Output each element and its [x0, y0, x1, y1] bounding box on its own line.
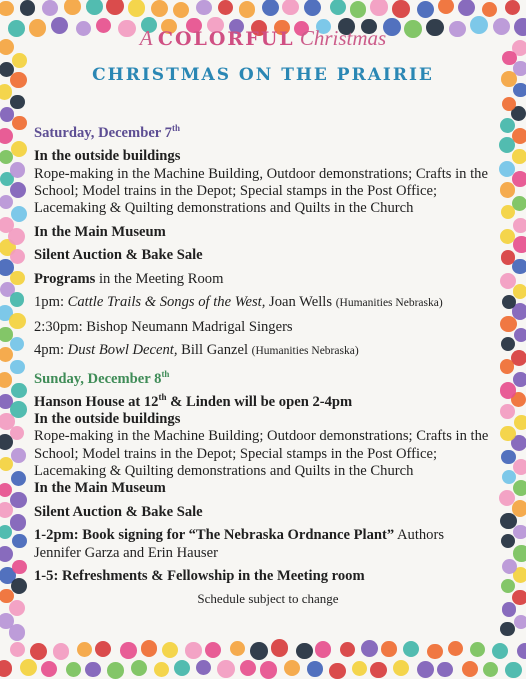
border-dot	[11, 578, 27, 594]
border-dot	[10, 514, 26, 530]
border-dot	[483, 662, 498, 677]
sun-hanson-house	[34, 389, 494, 411]
border-dot	[307, 661, 323, 677]
border-dot	[514, 415, 526, 430]
border-dot	[502, 51, 516, 65]
border-dot	[11, 448, 26, 463]
border-dot	[513, 83, 526, 98]
border-dot	[0, 660, 12, 676]
border-dot	[271, 639, 289, 657]
border-dot	[205, 642, 221, 658]
border-dot	[505, 662, 522, 679]
border-dot	[330, 0, 346, 15]
sat-main-museum: In the Main Museum	[34, 223, 166, 240]
border-dot	[315, 641, 332, 658]
sun-refreshments: 1-5: Refreshments & Fellowship in the Meeting room	[34, 568, 365, 585]
border-dot	[0, 195, 13, 209]
border-dot	[151, 0, 168, 17]
border-dot	[514, 328, 526, 342]
border-dot	[501, 450, 515, 464]
border-dot	[128, 0, 146, 17]
saturday-date-suffix: th	[171, 123, 180, 133]
border-dot	[500, 316, 517, 333]
border-dot	[10, 642, 25, 657]
border-dot	[11, 383, 26, 398]
sat-program-1-title: Cattle Trails & Songs of the West,	[67, 294, 266, 311]
sat-bake-sale: & Bake Sale	[121, 247, 203, 264]
border-dot	[350, 1, 366, 17]
sat-program-3-sponsor: (Humanities Nebraska)	[251, 344, 359, 357]
sun-hanson-pre: Hanson House at 12	[34, 393, 159, 410]
sun-outside-heading: In the outside buildings	[34, 410, 181, 427]
border-dot	[501, 579, 516, 594]
border-dot	[512, 590, 526, 605]
border-dot	[505, 0, 520, 15]
border-dot	[240, 660, 256, 676]
sat-auction-line	[34, 247, 494, 264]
border-dot	[230, 641, 245, 656]
border-dot	[284, 660, 300, 676]
border-dot	[514, 615, 526, 629]
sat-program-1-sponsor: (Humanities Nebraska)	[335, 297, 443, 310]
border-dot	[10, 360, 24, 374]
border-dot	[296, 643, 313, 660]
border-dot	[12, 116, 27, 131]
border-dot	[42, 0, 58, 16]
border-dot	[340, 642, 356, 658]
border-dot	[174, 660, 190, 676]
border-dot	[462, 661, 478, 677]
page-subtitle: CHRISTMAS ON THE PRAIRIE	[92, 65, 434, 85]
sunday-date: Sunday, December 8	[34, 371, 162, 388]
border-dot	[162, 642, 179, 659]
border-dot	[10, 95, 25, 110]
border-dot	[10, 292, 25, 307]
title-a: A	[139, 26, 153, 50]
border-dot	[11, 471, 26, 486]
border-dot	[417, 1, 434, 18]
border-dot	[403, 641, 419, 657]
border-dot	[502, 559, 517, 574]
sat-program-3-time: 4pm:	[34, 341, 68, 358]
border-dot	[196, 0, 211, 15]
border-dot	[10, 182, 26, 198]
sun-book-rest: Authors Jennifer Garza and Erin Hauser	[34, 527, 445, 561]
border-dot	[53, 643, 69, 659]
saturday-heading	[34, 120, 494, 142]
border-dot	[107, 662, 124, 679]
border-dot	[370, 0, 387, 16]
border-dot	[500, 359, 515, 374]
border-dot	[361, 640, 378, 657]
border-dot	[196, 660, 211, 675]
border-dot	[9, 313, 25, 329]
border-dot	[500, 426, 516, 442]
border-dot	[393, 660, 409, 676]
schedule-content	[34, 120, 494, 607]
border-dot	[517, 643, 526, 659]
border-dot	[185, 642, 201, 658]
border-dot	[513, 545, 526, 561]
border-dot	[12, 53, 27, 68]
sat-outside-text: Rope-making in the Machine Building, Outdoor demonstrations; Crafts in the School; Model trains in the Depot; Special stamps in the Post Office; Lacemaking & Quilting demonstrations and Quilts in the Church	[34, 165, 488, 217]
border-dot	[512, 149, 526, 163]
title-colorful: COLORFUL	[157, 28, 295, 50]
sat-program-2: 2:30pm: Bishop Neumann Madrigal Singers	[34, 318, 293, 335]
border-dot	[492, 643, 508, 659]
sun-outside-text: Rope-making in the Machine Building; Outdoor demonstrations; Crafts in the School; Model trains in the Depot; Special stamps in the Post Office; Lacemaking & Quilting demonstrations and Quilts in the Church	[34, 428, 489, 480]
border-dot	[502, 602, 516, 616]
schedule-note: Schedule subject to change	[197, 590, 339, 606]
border-dot	[513, 480, 526, 496]
sat-programs-rest: in the Meeting Room	[95, 270, 224, 287]
border-dot	[10, 271, 25, 286]
sat-program-1	[34, 294, 494, 312]
border-dot	[20, 0, 35, 15]
border-dot	[0, 372, 12, 388]
border-dot	[106, 0, 124, 15]
border-dot	[0, 1, 14, 16]
border-dot	[352, 661, 367, 676]
saturday-date: Saturday, December 7	[34, 124, 172, 141]
sun-main-museum: In the Main Museum	[34, 480, 166, 497]
border-dot	[262, 0, 279, 16]
border-dot	[260, 661, 278, 679]
sat-program-1-presenter: Joan Wells	[265, 294, 336, 311]
border-dot	[502, 295, 516, 309]
border-dot	[131, 660, 147, 676]
sun-silent-auction: Silent Auction & Bake Sale	[34, 503, 203, 520]
border-dot	[120, 642, 137, 659]
border-dot	[304, 0, 321, 16]
border-dot	[329, 663, 345, 679]
border-dot	[10, 401, 27, 418]
border-dot	[499, 490, 515, 506]
border-dot	[427, 644, 442, 659]
border-dot	[10, 249, 25, 264]
sat-outside-heading: In the outside buildings	[34, 148, 181, 165]
border-dot	[282, 0, 298, 15]
sunday-heading	[34, 366, 494, 388]
border-dot	[10, 162, 26, 178]
border-dot	[10, 426, 24, 440]
border-dot	[500, 182, 515, 197]
border-dot	[458, 0, 475, 16]
sat-program-1-time: 1pm:	[34, 294, 68, 311]
border-dot	[482, 2, 497, 17]
border-dot	[470, 642, 485, 657]
border-dot	[30, 643, 47, 660]
border-dot	[10, 337, 24, 351]
page-title	[0, 28, 526, 49]
border-dot	[173, 2, 189, 18]
sat-programs-heading	[34, 271, 494, 288]
title-christmas: Christmas	[299, 26, 387, 50]
border-dot	[85, 662, 101, 678]
border-dot	[66, 662, 81, 677]
border-dot	[11, 141, 27, 157]
border-dot	[513, 525, 526, 539]
border-dot	[437, 662, 452, 677]
border-dot	[95, 641, 111, 657]
border-dot	[20, 659, 37, 676]
border-dot	[41, 661, 57, 677]
border-dot	[417, 661, 434, 678]
border-dot	[12, 560, 27, 575]
border-dot	[500, 404, 515, 419]
sun-book-signing	[34, 527, 494, 562]
border-dot	[86, 0, 103, 15]
sunday-date-suffix: th	[161, 369, 170, 380]
sat-programs-bold: Programs	[34, 270, 96, 287]
border-dot	[501, 205, 515, 219]
border-dot	[250, 642, 268, 660]
border-dot	[501, 534, 515, 548]
border-dot	[10, 492, 27, 509]
border-dot	[381, 641, 396, 656]
sat-silent-auction: Silent Auction	[34, 247, 122, 264]
border-dot	[217, 660, 235, 678]
border-dot	[11, 206, 27, 222]
sun-book-bold: 1-2pm: Book signing for “The Nebraska Ordnance Plant”	[34, 527, 395, 544]
border-dot	[512, 171, 526, 187]
border-dot	[513, 236, 526, 252]
border-dot	[64, 0, 80, 15]
border-dot	[500, 622, 515, 637]
border-dot	[370, 662, 387, 679]
border-dot	[141, 640, 157, 656]
border-dot	[501, 337, 515, 351]
border-dot	[9, 624, 25, 640]
border-dot	[218, 0, 233, 15]
border-dot	[513, 218, 526, 233]
border-dot	[513, 372, 526, 387]
border-dot	[392, 0, 410, 18]
border-dot	[438, 0, 454, 14]
sun-hanson-suffix: th	[158, 391, 167, 402]
border-dot	[448, 641, 463, 656]
sun-hanson-post: & Linden will be open 2-4pm	[166, 393, 353, 410]
sat-program-3-presenter: Bill Ganzel	[177, 341, 252, 358]
border-dot	[0, 128, 13, 144]
border-dot	[154, 662, 169, 677]
sat-program-3-title: Dust Bowl Decent,	[67, 341, 178, 358]
border-dot	[8, 228, 25, 245]
border-dot	[0, 546, 13, 562]
border-dot	[12, 534, 26, 548]
border-dot	[9, 600, 25, 616]
sat-program-3	[34, 342, 494, 360]
border-dot	[239, 1, 255, 17]
border-dot	[77, 642, 93, 658]
